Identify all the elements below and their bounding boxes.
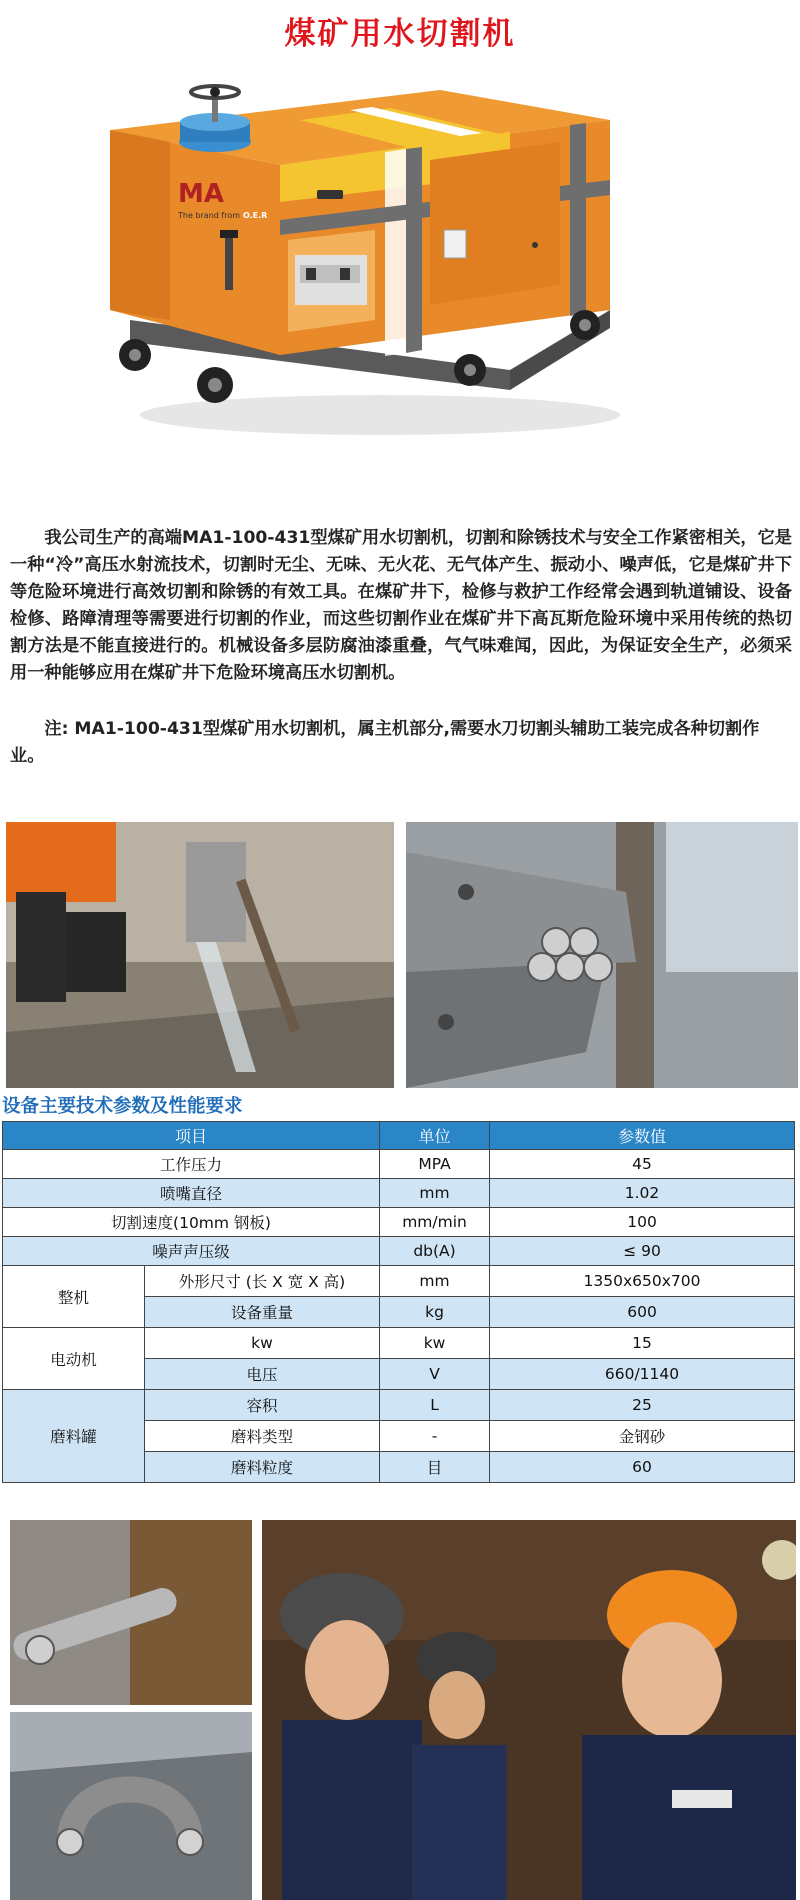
intro-paragraph: 我公司生产的高端MA1-100-431型煤矿用水切割机，切割和除锈技术与安全工作紧密相关，它是一种“冷”高压水射流技术，切割时无尘、无味、无火花、无气体产生、振动小、噪声低，它是煤矿井下等危险环境进行高效切割和除锈的有效工具。在煤矿井下，检修与救护工作经常会遇到轨道铺设、设备检修、路障清理等需要进行切割的作业，而这些切割作业在煤矿井下高瓦斯危险环境中采用传统的热切割方法是不能直接进行的。机械设备多层防腐油漆重叠，气气味难闻，因此，为保证安全生产，必须采用一种能够应用在煤矿井下危险环境高压水切割机。 <box>10 528 792 683</box>
spec-value: 45 <box>490 1150 795 1179</box>
spec-value: 金钢砂 <box>490 1421 795 1452</box>
miners-photo <box>262 1520 796 1900</box>
spec-item: 噪声声压级 <box>3 1237 380 1266</box>
brand-name: O.E.R <box>243 211 268 220</box>
spec-unit: L <box>380 1390 490 1421</box>
spec-group-label: 整机 <box>3 1266 145 1328</box>
spec-value: 1.02 <box>490 1179 795 1208</box>
spec-group-label: 磨料罐 <box>3 1390 145 1483</box>
spec-unit: - <box>380 1421 490 1452</box>
spec-item: 容积 <box>145 1390 380 1421</box>
table-row <box>3 1266 795 1297</box>
table-row <box>3 1179 795 1208</box>
spec-item: 切割速度(10mm 钢板) <box>3 1208 380 1237</box>
spec-item: 设备重量 <box>145 1297 380 1328</box>
spec-value: 600 <box>490 1297 795 1328</box>
bent-bar-photo <box>10 1712 252 1900</box>
clamp-photo <box>406 822 798 1088</box>
intro-note: 注: MA1-100-431型煤矿用水切割机，属主机部分,需要水刀切割头辅助工装完成各种切割作业。 <box>10 719 760 766</box>
spec-value: 1350x650x700 <box>490 1266 795 1297</box>
spec-value: 15 <box>490 1328 795 1359</box>
spec-group-label: 电动机 <box>3 1328 145 1390</box>
spec-unit: kg <box>380 1297 490 1328</box>
spec-unit: 目 <box>380 1452 490 1483</box>
spec-unit: kw <box>380 1328 490 1359</box>
table-row <box>3 1208 795 1237</box>
spec-item: 磨料粒度 <box>145 1452 380 1483</box>
spec-item: 喷嘴直径 <box>3 1179 380 1208</box>
spec-item: 电压 <box>145 1359 380 1390</box>
spec-unit: db(A) <box>380 1237 490 1266</box>
pipe-cut-photo <box>10 1520 252 1705</box>
spec-item: 工作压力 <box>3 1150 380 1179</box>
header-item: 项目 <box>3 1122 380 1150</box>
brand-logo: MA <box>178 179 224 209</box>
spec-table <box>2 1121 795 1483</box>
table-row <box>3 1237 795 1266</box>
cutting-demo-photo <box>6 822 394 1088</box>
header-value: 参数值 <box>490 1122 795 1150</box>
spec-unit: mm <box>380 1266 490 1297</box>
spec-unit: mm <box>380 1179 490 1208</box>
spec-value: 25 <box>490 1390 795 1421</box>
spec-section-title: 设备主要技术参数及性能要求 <box>2 1096 243 1117</box>
table-row <box>3 1328 795 1359</box>
spec-value: 100 <box>490 1208 795 1237</box>
header-unit: 单位 <box>380 1122 490 1150</box>
spec-item: 磨料类型 <box>145 1421 380 1452</box>
machine-image <box>110 70 630 460</box>
spec-item: 外形尺寸 (长 X 宽 X 高) <box>145 1266 380 1297</box>
table-row <box>3 1390 795 1421</box>
spec-unit: mm/min <box>380 1208 490 1237</box>
table-row <box>3 1150 795 1179</box>
spec-value: 60 <box>490 1452 795 1483</box>
page-title: 煤矿用水切割机 <box>284 16 516 52</box>
brand-tagline: The brand from <box>178 211 240 220</box>
spec-value: 660/1140 <box>490 1359 795 1390</box>
spec-value: ≤ 90 <box>490 1237 795 1266</box>
spec-unit: MPA <box>380 1150 490 1179</box>
spec-item: kw <box>145 1328 380 1359</box>
spec-unit: V <box>380 1359 490 1390</box>
